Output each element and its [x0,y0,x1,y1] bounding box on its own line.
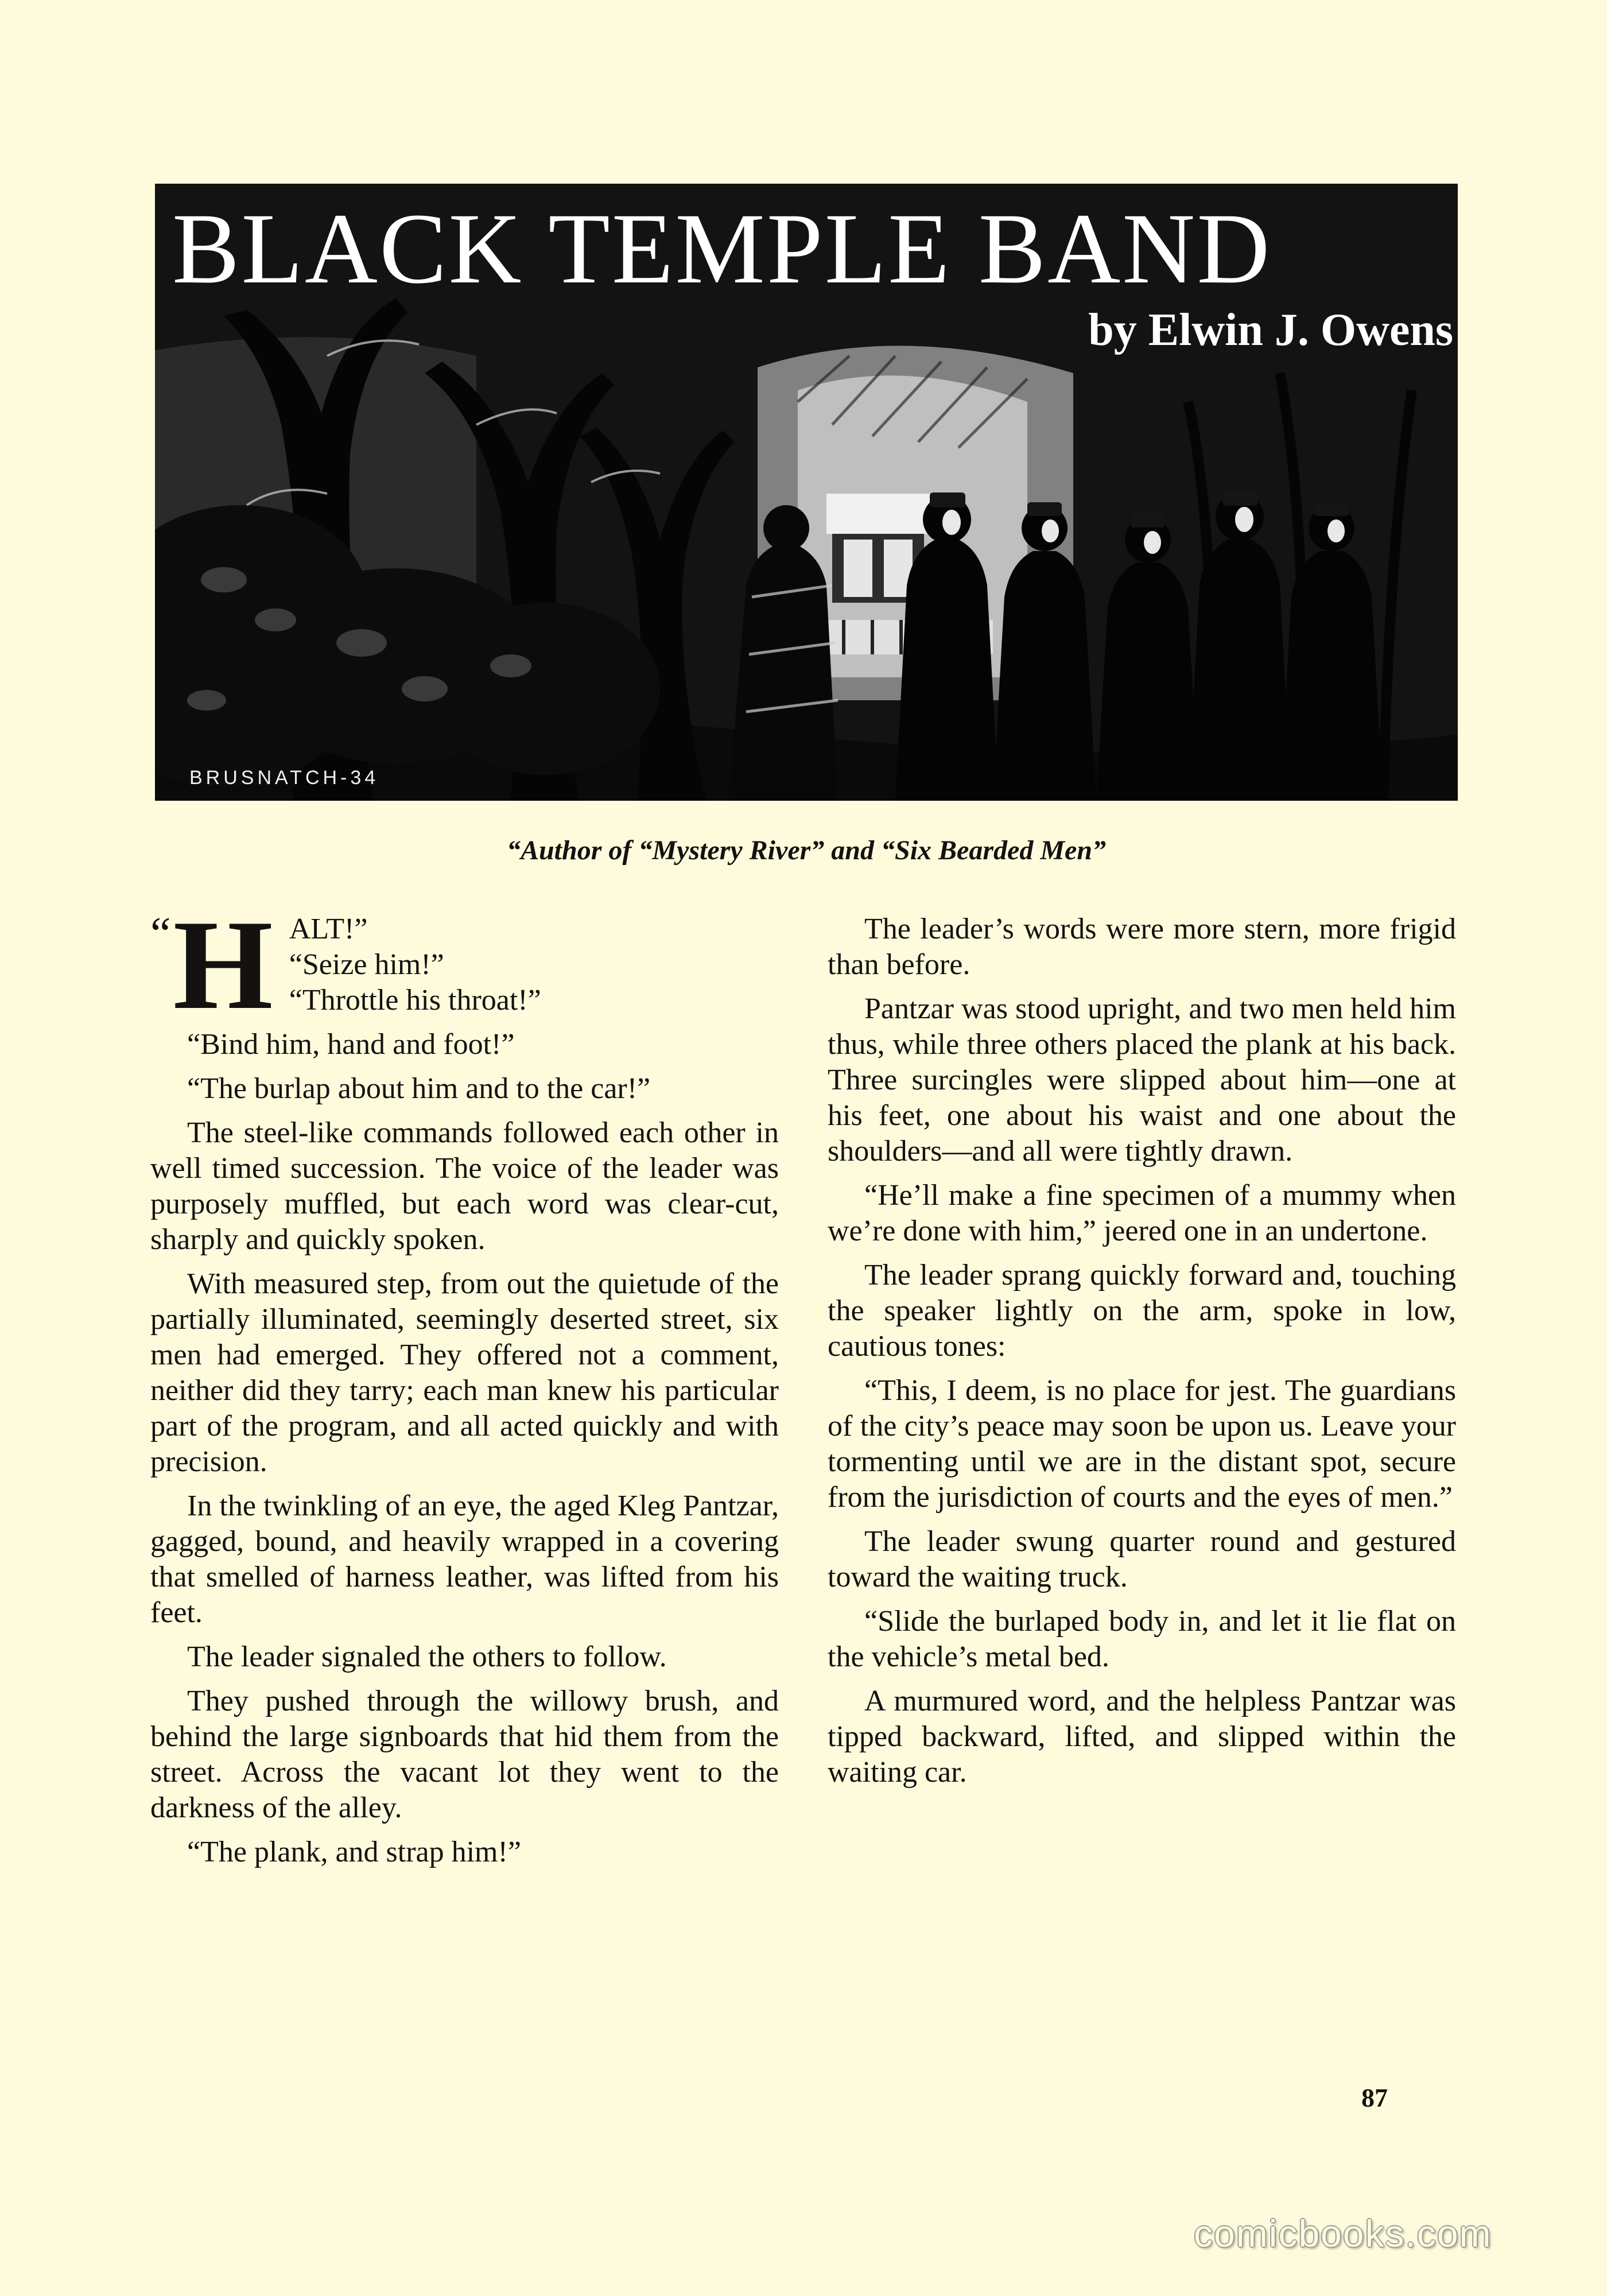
opening-line: “Throttle his throat!” [289,984,541,1017]
paragraph: “He’ll make a fine specimen of a mummy when we’re done with him,” jeered one in an undertone. [828,1179,1456,1247]
illustrator-signature: BRUSNATCH-34 [189,767,379,789]
left-text-column [150,894,779,1879]
paragraph: “The burlap about him and to the car!” [187,1072,651,1105]
site-watermark: comicbooks.com [1194,2212,1492,2255]
story-title: BLACK TEMPLE BAND [172,193,1272,305]
paragraph: The leader’s words were more stern, more frigid than before. [828,913,1456,981]
paragraph: “This, I deem, is no place for jest. The guardians of the city’s peace may soon be upon us. Leave your tormenting until we are in the distant spot, secure from the jurisdiction of courts and the eyes of men.” [828,1374,1456,1514]
opening-line: “Seize him!” [289,948,444,981]
paragraph: A murmured word, and the helpless Pantzar was tipped backward, lifted, and slipped within the waiting car. [828,1685,1456,1789]
paragraph: In the twinkling of an eye, the aged Kleg Pantzar, gagged, bound, and heavily wrapped in a covering that smelled of harness leather, was lifted from his feet. [150,1490,779,1629]
paragraph: The leader swung quarter round and gestured toward the waiting truck. [828,1525,1456,1593]
paragraph: The leader sprang quickly forward and, touching the speaker lightly on the arm, spoke in low, cautious tones: [828,1259,1456,1363]
drop-quote-mark: “ [150,909,171,959]
author-byline: by Elwin J. Owens [1088,305,1453,355]
paragraph: Pantzar was stood upright, and two men held him thus, while three others placed the plank at his back. Three surcingles were slipped about him—one at his feet, one about his waist and one about the shoulders—and all were tightly drawn. [828,992,1456,1168]
paragraph: “The plank, and strap him!” [187,1836,521,1868]
author-credit: “Author of “Mystery River” and “Six Bearded Men” [506,835,1107,866]
opening-line: ALT!” [289,913,368,945]
paragraph: “Bind him, hand and foot!” [187,1028,515,1061]
page-number: 87 [1361,2083,1388,2112]
paragraph: They pushed through the willowy brush, and behind the large signboards that hid them from the street. Across the vacant lot they went to the darkness of the alley. [150,1685,779,1824]
paragraph: The leader signaled the others to follow. [187,1640,667,1673]
paragraph: With measured step, from out the quietude of the partially illuminated, seemingly deserted street, six men had emerged. They offered not a comment, neither did they tarry; each man knew his particular part of the program, and all acted quickly and with precision. [150,1267,779,1478]
paragraph: The steel-like commands followed each other in well timed succession. The voice of the leader was purposely muffled, but each word was clear-cut, sharply and quickly spoken. [150,1116,779,1256]
opening-paragraph [150,894,779,1036]
title-illustration [155,184,1458,801]
drop-cap: H [173,894,273,1036]
right-text-column [828,912,1456,1799]
paragraph: “Slide the burlaped body in, and let it lie flat on the vehicle’s metal bed. [828,1605,1456,1673]
